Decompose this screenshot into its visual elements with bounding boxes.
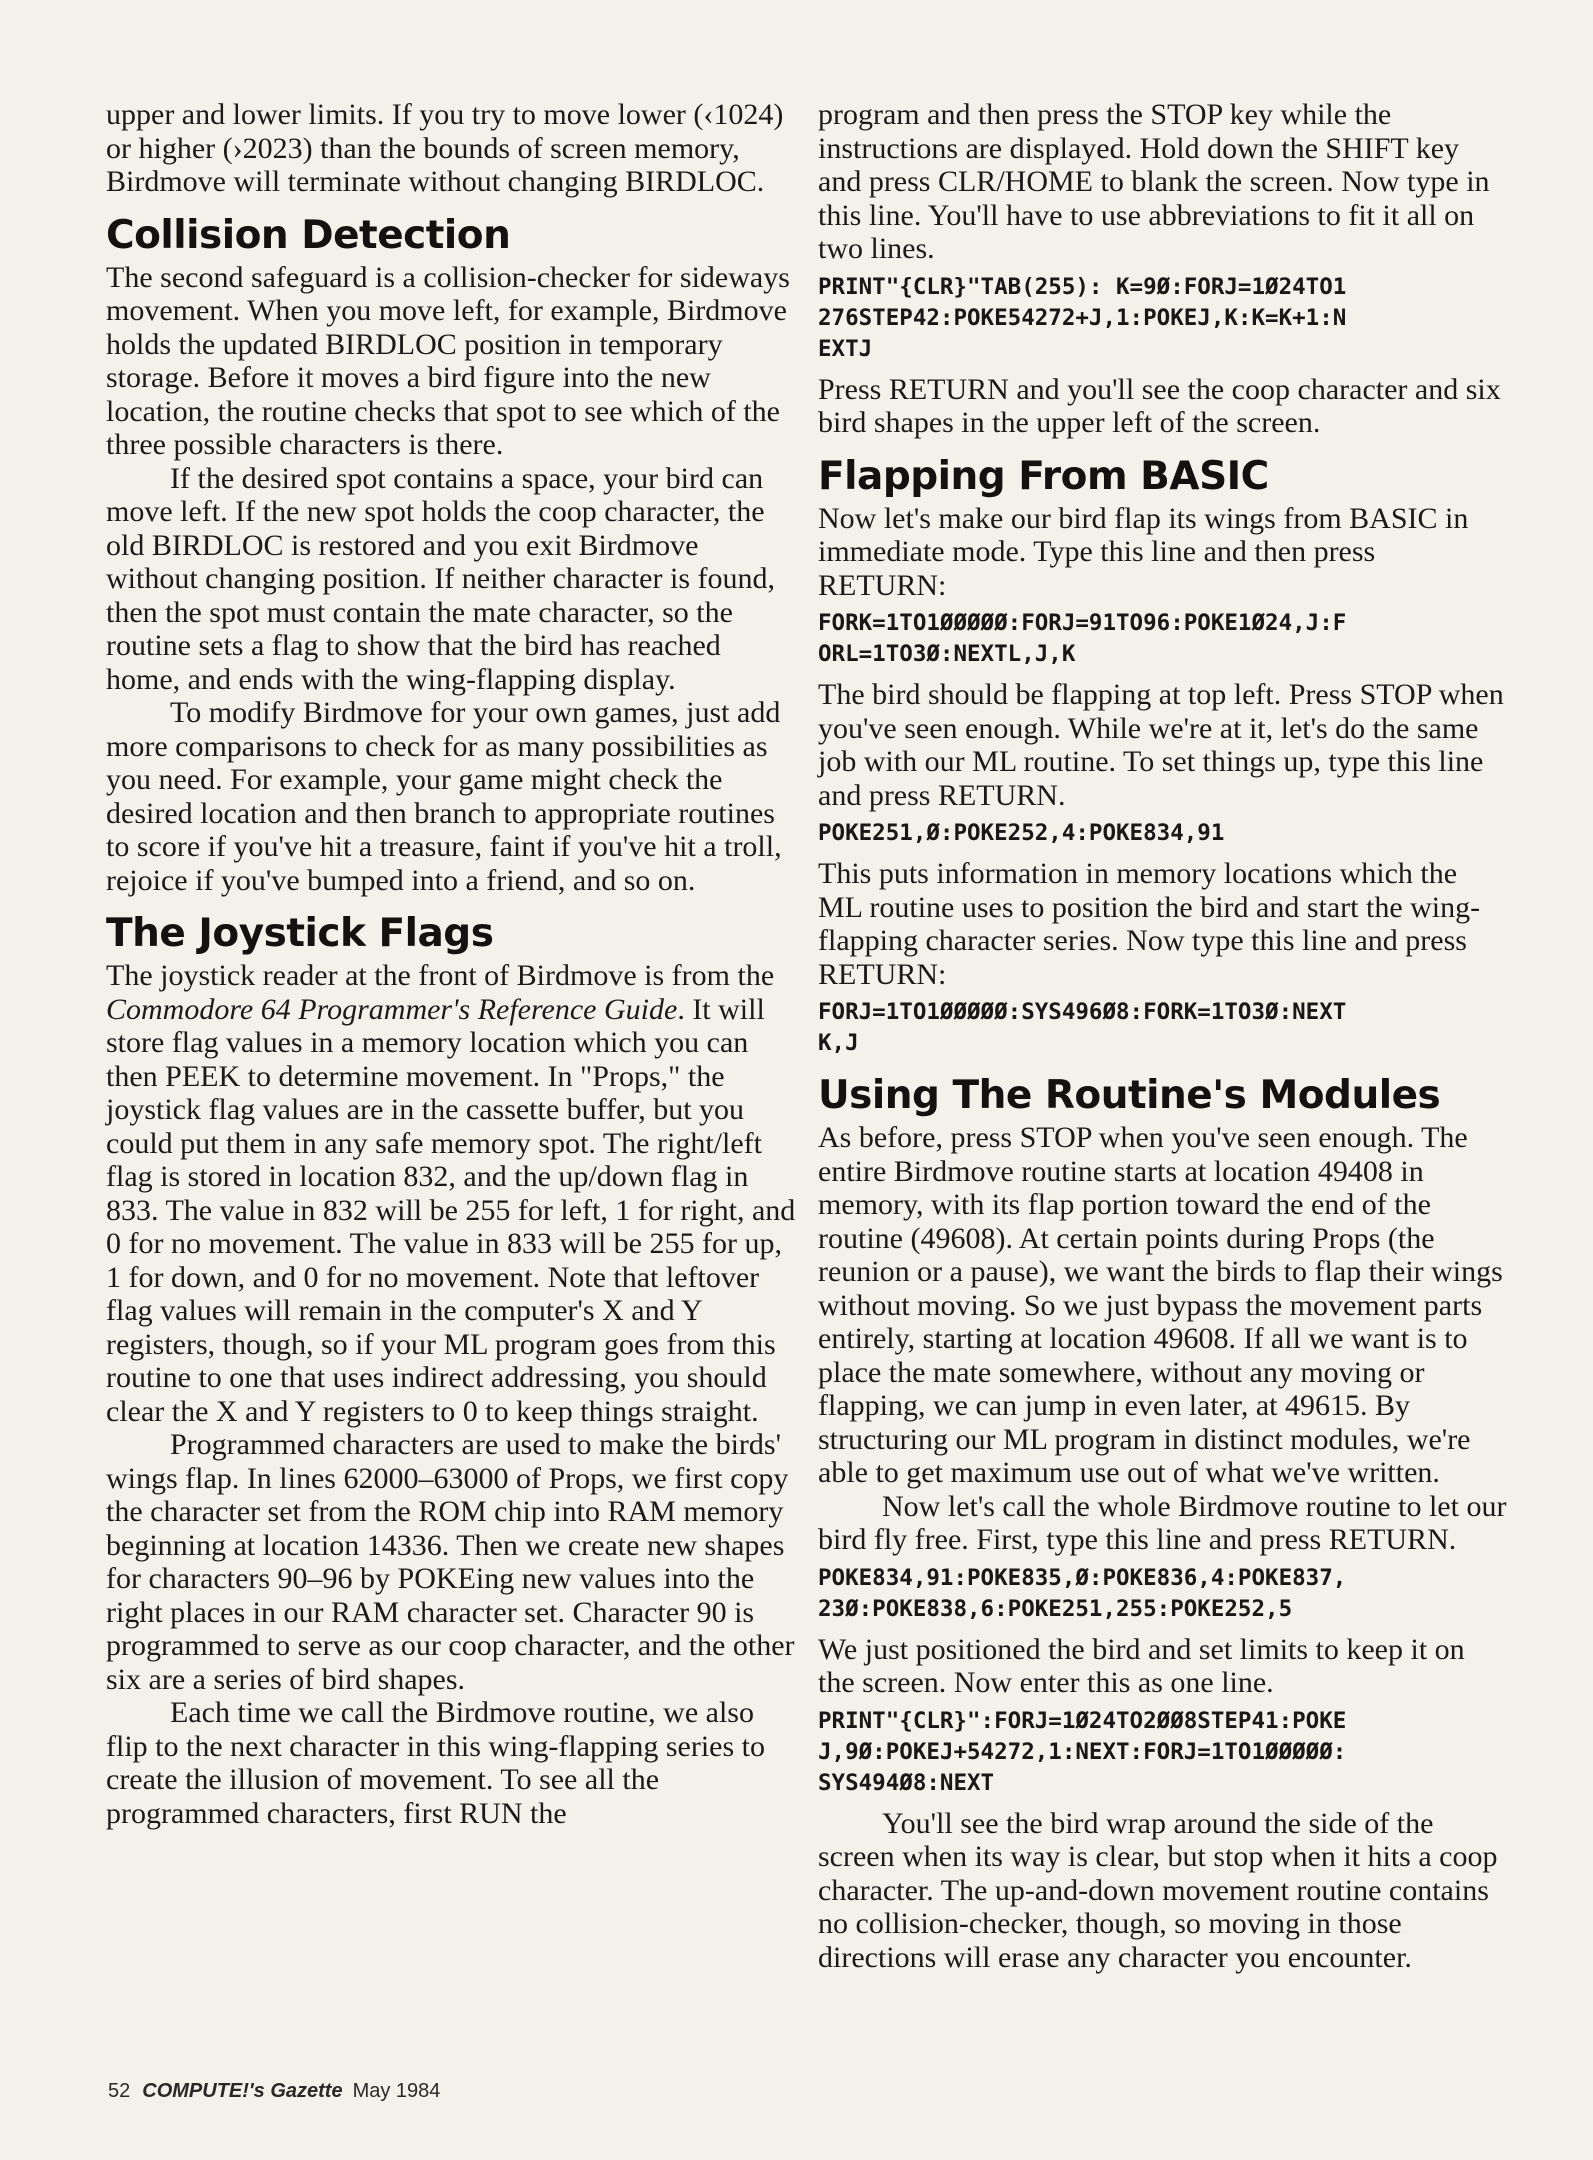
paragraph: program and then press the STOP key while the instructions are displayed. Hold down the SHIFT key and press CLR/HOME to blank the screen. Now type in this line. You'll have to use abbreviations to fit it all on two lines. <box>818 98 1490 265</box>
paragraph: If the desired spot contains a space, your bird can move left. If the new spot holds the coop character, the old BIRDLOC is restored and you exit Birdmove without changing position. If neither character is found, then the spot must contain the mate character, so the routine sets a flag to show that the bird has reached home, and ends with the wing-flapping display. <box>106 461 775 696</box>
left-column <box>106 98 796 1830</box>
paragraph: Press RETURN and you'll see the coop character and six bird shapes in the upper left of the screen. <box>818 372 1501 439</box>
paragraph: upper and lower limits. If you try to move lower (‹1024) or higher (›2023) than the bounds of screen memory, Birdmove will terminate without changing BIRDLOC. <box>106 98 784 198</box>
paragraph: You'll see the bird wrap around the side of the screen when its way is clear, but stop when it hits a coop character. The up-and-down movement routine contains no collision-checker, though, so moving in those directions will erase any character you encounter. <box>818 1806 1498 1974</box>
section-heading-collision-detection: Collision Detection <box>106 212 511 258</box>
paragraph: As before, press STOP when you've seen enough. The entire Birdmove routine starts at location 49408 in memory, with its flap portion toward the end of the routine (49608). At certain points during Props (the reunion or a pause), we want the birds to flap their wings without moving. So we just bypass the movement parts entirely, starting at location 49608. If all we want is to place the mate somewhere, without any moving or flapping, we can jump in even later, at 49615. By structuring our ML program in distinct modules, we're able to get maximum use out of what we've written. <box>818 1121 1503 1489</box>
page-footer <box>108 2080 440 2103</box>
publication-name: COMPUTE!'s Gazette <box>142 2080 343 2102</box>
paragraph: The bird should be flapping at top left. Press STOP when you've seen enough. While we're at it, let's do the same job with our ML routine. To set things up, type this line and press RETURN. <box>818 678 1504 812</box>
paragraph-text: . It will store flag values in a memory location which you can then PEEK to determine movement. In "Props," the joystick flag values are in the cassette buffer, but you could put them in any safe memory spot. The right/left flag is stored in location 832, and the up/down flag in 833. The value in 832 will be 255 for left, 1 for right, and 0 for no movement. The value in 833 will be 255 for up, 1 for down, and 0 for no movement. Note that leftover flag values will remain in the computer's X and Y registers, though, so if your ML program goes from this routine to one that uses indirect addressing, you should clear the X and Y registers to 0 to keep things straight. <box>106 992 796 1428</box>
code-listing: FORJ=1TO1ØØØØØ:SYS496Ø8:FORK=1TO3Ø:NEXT K,J <box>818 999 1347 1056</box>
paragraph: Each time we call the Birdmove routine, we also flip to the next character in this wing-flapping series to create the illusion of movement. To see all the programmed characters, first RUN the <box>106 1696 765 1830</box>
code-listing: POKE834,91:POKE835,Ø:POKE836,4:POKE837, 23Ø:POKE838,6:POKE251,255:POKE252,5 <box>818 1564 1347 1622</box>
section-heading-joystick-flags: The Joystick Flags <box>106 911 494 956</box>
right-column <box>818 98 1508 1974</box>
paragraph: To modify Birdmove for your own games, just add more comparisons to check for as many possibilities as you need. For example, your game might check the desired location and then branch to appropriate routines to score if you've hit a treasure, faint if you've hit a troll, rejoice if you've bumped into a friend, and so on. <box>106 696 782 897</box>
paragraph: We just positioned the bird and set limits to keep it on the screen. Now enter this as one line. <box>818 1632 1465 1699</box>
paragraph: Programmed characters are used to make the birds' wings flap. In lines 62000–63000 of Props, we first copy the character set from the ROM chip into RAM memory beginning at location 14336. Then we create new shapes for characters 90–96 by POKEing new values into the right places in our RAM character set. Character 90 is programmed to serve as our coop character, and the other six are a series of bird shapes. <box>106 1428 795 1696</box>
book-title: Commodore 64 Programmer's Reference Guide <box>106 992 678 1026</box>
paragraph: This puts information in memory locations which the ML routine uses to position the bird and start the wing-flapping character series. Now type this line and press RETURN: <box>818 857 1481 991</box>
section-heading-routine-modules: Using The Routine's Modules <box>818 1073 1441 1118</box>
code-listing: FORK=1TO1ØØØØØ:FORJ=91TO96:POKE1Ø24,J:F ORL=1TO3Ø:NEXTL,J,K <box>818 610 1347 667</box>
code-listing: POKE251,Ø:POKE252,4:POKE834,91 <box>818 820 1225 846</box>
issue-date: May 1984 <box>352 2080 441 2102</box>
paragraph <box>106 959 796 1428</box>
paragraph-text: The joystick reader at the front of Birdmove is from the <box>106 959 775 992</box>
code-listing: PRINT"{CLR}"TAB(255): K=9Ø:FORJ=1Ø24TO1 276STEP42:POKE54272+J,1:POKEJ,K:K=K+1:N EXTJ <box>818 273 1347 362</box>
paragraph: The second safeguard is a collision-checker for sideways movement. When you move left, for example, Birdmove holds the updated BIRDLOC position in temporary storage. Before it moves a bird figure into the new location, the routine checks that spot to see which of the three possible characters is there. <box>106 260 790 461</box>
section-heading-flapping-from-basic: Flapping From BASIC <box>818 453 1269 499</box>
page-number: 52 <box>108 2080 131 2102</box>
paragraph: Now let's make our bird flap its wings from BASIC in immediate mode. Type this line and then press RETURN: <box>818 501 1469 602</box>
paragraph: Now let's call the whole Birdmove routine to let our bird fly free. First, type this line and press RETURN. <box>818 1489 1507 1556</box>
code-listing: PRINT"{CLR}":FORJ=1Ø24TO2ØØ8STEP41:POKE J,9Ø:POKEJ+54272,1:NEXT:FORJ=1TO1ØØØØØ: SYS494Ø8:NEXT <box>818 1707 1347 1796</box>
